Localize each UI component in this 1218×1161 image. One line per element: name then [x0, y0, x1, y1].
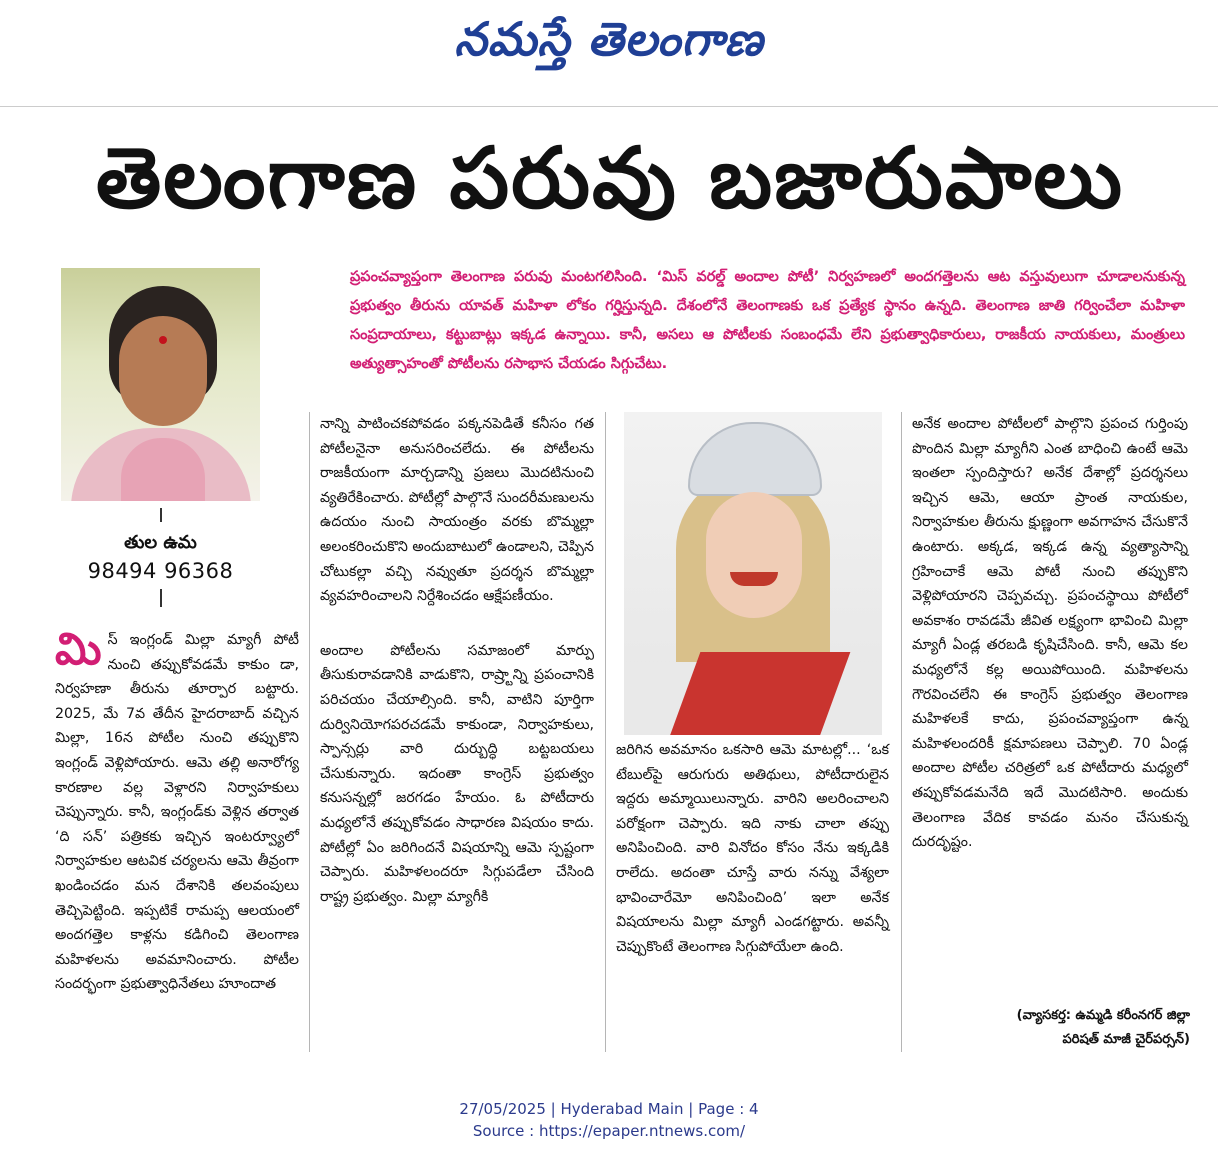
miss-england-photo [624, 412, 882, 735]
footer-source: Source : https://epaper.ntnews.com/ [472, 1122, 746, 1140]
author-byline [912, 1004, 1190, 1052]
column-separator [901, 412, 902, 1052]
article-column-1 [55, 624, 299, 997]
divider [160, 589, 162, 607]
masthead-divider [0, 106, 1218, 107]
masthead [0, 0, 1218, 80]
column-separator [309, 412, 310, 1052]
author-name: తుల ఉమ [124, 532, 197, 553]
column-text: స్ ఇంగ్లండ్ మిల్లా మ్యాగీ పోటీ నుంచి తప్పుకోవడమే కాకుం డా, నిర్వహణా తీరును తూర్పార బట్టారు. 2025, మే 7వ తేదీన హైదరాబాద్ వచ్చిన మిల్లా, 16న పోటీల నుంచి తప్పుకొని ఇంగ్లండ్ వెళ్లిపోయారు. ఆమె తల్లి అనారోగ్య కారణాల వల్ల వెళ్లారని నిర్వాహకులు చెప్పున్నారు. కానీ, ఇంగ్లండ్‌కు వెళ్లిన తర్వాత ‘ది సన్’ పత్రికకు ఇచ్చిన ఇంటర్వ్యూలో నిర్వాహకుల ఆటవిక చర్యలను ఆమె తీవ్రంగా ఖండించడం మన దేశానికి తలవంపులు తెచ్చిపెట్టింది. ఇప్పటికే రామప్ప ఆలయంలో అందగత్తెల కాళ్లను కడిగించి తెలంగాణ మహిళలను అవమానించారు. పోటీల సందర్భంగా ప్రభుత్వాధినేతలు హూందాత [55, 632, 299, 993]
footer-edition: 27/05/2025 | Hyderabad Main | Page : 4 [459, 1100, 759, 1118]
paragraph: నాన్ని పాటించకపోవడం పక్కనపెడితే కనీసం గత పోటీలనైనా అనుసరించలేదు. ఈ పోటీలను రాజకీయంగా మార్చడాన్ని ప్రజలు మొదటినుంచి వ్యతిరేకించారు. పోటీల్లో పాల్గొనే సుందరీమణులను ఉదయం నుంచి సాయంత్రం వరకు బొమ్మల్లా అలంకరించుకొని అందుబాటులో ఉండాలని, చెప్పిన చోటుకల్లా వచ్చి నవ్వుతూ ప్రదర్శన బొమ్మల్లా వ్యవహరించాలని నిర్దేశించడం ఆక్షేపణీయం. [320, 416, 595, 605]
author-block [61, 508, 260, 607]
author-photo [61, 268, 260, 501]
article-column-2 [320, 412, 594, 909]
paragraph: అందాల పోటీలను సమాజంలో మార్పు తీసుకురావడానికి వాడుకొని, రాష్ర్టాన్ని ప్రపంచానికి పరిచయం చేయాల్సింది. కానీ, వాటిని పూర్తిగా దుర్వినియోగపరచడమే కాకుండా, నిర్వాహకులు, స్పాన్సర్లు వారి దుర్బుద్ధి బట్టబయలు చేసుకున్నారు. ఇదంతా కాంగ్రెస్ ప్రభుత్వం కనుసన్నల్లో జరగడం హేయం. ఓ పోటీదారు మధ్యలోనే తప్పుకోవడం సాధారణ విషయం కాదు. పోటీల్లో ఏం జరిగిందనే విషయాన్ని ఆమె స్పష్టంగా చెప్పారు. మహిళలందరూ సిగ్గుపడేలా చేసింది రాష్ట్ర ప్రభుత్వం. మిల్లా మ్యాగీకి [320, 642, 594, 905]
byline-line: పరిషత్ మాజీ చైర్‌పర్సన్) [1062, 1032, 1190, 1047]
article-headline: తెలంగాణ పరువు బజారుపాలు [95, 129, 1125, 227]
divider [160, 508, 162, 522]
drop-cap: మి [55, 624, 102, 675]
byline-line: (వ్యాసకర్త: ఉమ్మడి కరీంనగర్ జిల్లా [1016, 1008, 1190, 1023]
article-column-3: జరిగిన అవమానం ఒకసారి ఆమె మాటల్లో... ‘ఒక టేబుల్‌పై ఆరుగురు అతిథులు, పోటీదారులైన ఇద్దరు అమ్మాయిలున్నారు. వారిని అలరించాలని పరోక్షంగా చెప్పారు. ఇది నాకు చాలా తప్పు అనిపించింది. వారి వినోదం కోసం నేను ఇక్కడికి రాలేదు. అదంతా చూస్తే వారు నన్ను వేశ్యలా భావించారేమో అనిపించింది’ ఇలా అనేక విషయాలను మిల్లా మ్యాగీ ఎండగట్టారు. అవన్నీ చెప్పుకొంటే తెలంగాణ సిగ్గుపోయేలా ఉంది. [616, 742, 889, 955]
article-column-4: అనేక అందాల పోటీలలో పాల్గొని ప్రపంచ గుర్తింపు పొందిన మిల్లా మ్యాగీని ఎంత బాధించి ఉంటే ఆమె ఇంతలా స్పందిస్తారు? అనేక దేశాల్లో ప్రదర్శనలు ఇచ్చిన ఆమె, ఆయా ప్రాంత నాయకుల, నిర్వాహకుల తీరును క్షుణ్ణంగా అవగాహన చేసుకొనే ఉంటారు. అక్కడ, ఇక్కడ ఉన్న వ్యత్యాసాన్ని గ్రహించాకే ఆమె పోటీ నుంచి తప్పుకొని వెళ్లిపోయారని చెప్పవచ్చు. ప్రపంచస్థాయి పోటీలో అవకాశం రావడమే జీవిత లక్ష్యంగా భావించి మిల్లా మ్యాగీ ఏండ్ల తరబడి కృషిచేసింది. కానీ, ఆమె కల మధ్యలోనే కల్ల అయిపోయింది. మహిళలను గౌరవించలేని ఈ కాంగ్రెస్ ప్రభుత్వం తెలంగాణ మహిళలకే కాదు, ప్రపంచవ్యాప్తంగా ఉన్న మహిళలందరికీ క్షమాపణలు చెప్పాలి. 70 ఏండ్ల అందాల పోటీల చరిత్రలో ఒక పోటీదారు మధ్యలో తప్పుకోవడమనేది ఇదే మొదటిసారి. అందుకు తెలంగాణ వేదిక కావడం మనం చేసుకున్న దురదృష్టం. [912, 416, 1188, 851]
page-footer [0, 1098, 1218, 1142]
author-phone: 98494 96368 [87, 559, 234, 583]
article-intro: ప్రపంచవ్యాప్తంగా తెలంగాణ పరువు మంటగలిసింది. ‘మిస్ వరల్డ్ అందాల పోటీ’ నిర్వహణలో అందగత్తెలను ఆట వస్తువులుగా చూడాలనుకున్న ప్రభుత్వం తీరును యావత్ మహిళా లోకం గర్హిస్తున్నది. దేశంలోనే తెలంగాణకు ఒక ప్రత్యేక స్థానం ఉన్నది. తెలంగాణ జాతి గర్వించేలా మహిళా సంప్రదాయాలు, కట్టుబాట్లు ఇక్కడ ఉన్నాయి. కానీ, అసలు ఆ పోటీలకు సంబంధమే లేని ప్రభుత్వాధికారులు, రాజకీయ నాయకులు, మంత్రులు అత్యుత్సాహంతో పోటీలను రసాభాస చేయడం సిగ్గుచేటు. [350, 269, 1185, 372]
column-separator [605, 412, 606, 1052]
masthead-logo: నమస్తే తెలంగాణ [454, 12, 764, 66]
